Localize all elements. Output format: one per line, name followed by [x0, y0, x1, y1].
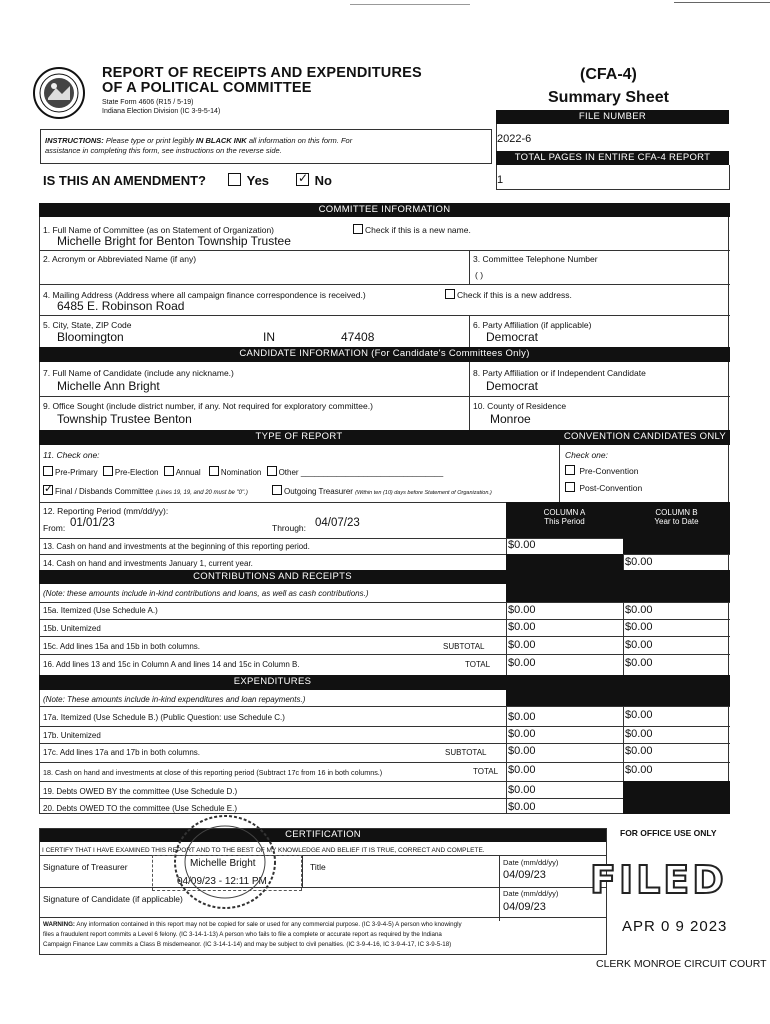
treasurer-signature: Michelle Bright	[190, 858, 256, 869]
city-value: Bloomington	[57, 330, 124, 344]
treasurer-date: 04/09/23	[503, 869, 546, 881]
expenditures-bar: EXPENDITURES	[39, 675, 506, 690]
party-affiliation-label: 6. Party Affiliation (if applicable)	[473, 320, 592, 330]
option-pre-primary[interactable]: Pre-Primary	[43, 468, 98, 477]
column-b-title: COLUMN B Year to Date	[654, 508, 699, 526]
office-sought-value: Township Trustee Benton	[57, 412, 192, 426]
file-number-value: 2022-6	[497, 133, 532, 145]
new-name-check[interactable]: Check if this is a new name.	[353, 224, 471, 235]
amendment-no[interactable]: ✓ No	[296, 173, 332, 188]
state-value: IN	[263, 330, 275, 344]
report-options	[43, 466, 443, 477]
line-13-label: 13. Cash on hand and investments at the beginning of this reporting period.	[43, 542, 310, 551]
file-number-bar: FILE NUMBER	[496, 110, 729, 124]
line-18-col-b: $0.00	[625, 764, 653, 776]
form-number: State Form 4606 (R15 / 5-19)	[102, 99, 194, 106]
line-17c-subtotal: SUBTOTAL	[445, 748, 487, 757]
treasurer-signature-label: Signature of Treasurer	[43, 862, 128, 872]
title-label: Title	[310, 862, 326, 872]
through-value: 04/07/23	[315, 517, 360, 529]
treasurer-timestamp: 04/09/23 - 12:11 PM	[177, 876, 267, 887]
telephone-value: ( )	[475, 270, 484, 280]
office-use-label: FOR OFFICE USE ONLY	[620, 828, 717, 838]
summary-sheet-title: Summary Sheet	[548, 89, 669, 106]
line-15c-col-a: $0.00	[508, 639, 536, 651]
acronym-label: 2. Acronym or Abbreviated Name (if any)	[43, 254, 197, 264]
line-17c-col-a: $0.00	[508, 745, 536, 757]
total-pages-bar: TOTAL PAGES IN ENTIRE CFA-4 REPORT	[496, 151, 729, 165]
line-16-col-a: $0.00	[508, 657, 536, 669]
nomination-checkbox[interactable]	[209, 466, 219, 476]
new-address-check[interactable]: Check if this is a new address.	[445, 289, 572, 300]
committee-info-bar: COMMITTEE INFORMATION	[39, 203, 730, 217]
line-15a-col-a: $0.00	[508, 604, 536, 616]
candidate-name-label: 7. Full Name of Candidate (include any nickname.)	[43, 368, 234, 378]
line-15a-col-b: $0.00	[625, 604, 653, 616]
line-17c-col-b: $0.00	[625, 745, 653, 757]
from-label: From:	[43, 523, 66, 533]
line-18-col-a: $0.00	[508, 764, 536, 776]
form-code: (CFA-4)	[580, 66, 637, 83]
line-18-label: 18. Cash on hand and investments at close of this reporting period (Subtract 17c from 16 in both columns.)	[43, 768, 383, 777]
warning-text: WARNING: Any information contained in this report may not be copied for sale or used for any commercial purpose. (IC 3-9-4-5) A person who knowingly files a fraudulent report commits a Level 6 felony. (IC 3-14-1-13) A person who fails to file a complete or accurate report as required by the Indiana Campaign Finance Law commits a Class B misdemeanor. (IC 3-14-1-14) and may be subject to civil penalties. (IC 3-9-4-16, IC 3-9-4-17, IC 3-9-5-18)	[43, 921, 462, 948]
pre-primary-checkbox[interactable]	[43, 466, 53, 476]
office-sought-label: 9. Office Sought (include district number, if any. Not required for exploratory committee.)	[43, 401, 373, 411]
from-value: 01/01/23	[70, 517, 115, 529]
filed-stamp: FILED	[590, 858, 727, 902]
candidate-party-label: 8. Party Affiliation or if Independent Candidate	[473, 368, 646, 378]
option-annual[interactable]: Annual	[164, 468, 201, 477]
line-15c-col-b: $0.00	[625, 639, 653, 651]
state-seal-icon	[32, 66, 86, 120]
committee-name-label: 1. Full Name of Committee (as on Statement of Organization)	[43, 225, 275, 235]
candidate-info-bar: CANDIDATE INFORMATION (For Candidate's Committees Only)	[39, 347, 730, 362]
line-17c-label: 17c. Add lines 17a and 17b in both columns.	[43, 748, 200, 757]
line-15b-col-b: $0.00	[625, 621, 653, 633]
line-15c-label: 15c. Add lines 15a and 15b in both columns.	[43, 642, 200, 651]
line-16-total: TOTAL	[465, 660, 491, 669]
option-pre-election[interactable]: Pre-Election	[103, 468, 159, 477]
new-address-checkbox[interactable]	[445, 289, 455, 299]
line-19-col-a: $0.00	[508, 784, 536, 796]
line-15b-label: 15b. Unitemized	[43, 624, 101, 633]
line-16-label: 16. Add lines 13 and 15c in Column A and lines 14 and 15c in Column B.	[43, 660, 300, 669]
mailing-address-value: 6485 E. Robinson Road	[57, 299, 185, 313]
line-17a-label: 17a. Itemized (Use Schedule B.) (Public Question: use Schedule C.)	[43, 713, 285, 722]
county-value: Monroe	[490, 412, 531, 426]
line-19-label: 19. Debts OWED BY the committee (Use Schedule D.)	[43, 787, 238, 796]
form-division: Indiana Election Division (IC 3-9-5-14)	[102, 108, 221, 115]
line-13-col-a: $0.00	[508, 539, 536, 551]
line-17b-col-a: $0.00	[508, 728, 536, 740]
official-seal-stamp	[170, 812, 280, 912]
line-15a-label: 15a. Itemized (Use Schedule A.)	[43, 606, 158, 615]
pre-convention-checkbox[interactable]	[565, 465, 575, 475]
line-15c-subtotal: SUBTOTAL	[443, 642, 485, 651]
convention-check-one: Check one:	[565, 450, 608, 460]
contributions-bar: CONTRIBUTIONS AND RECEIPTS	[39, 570, 506, 584]
line-14-col-b: $0.00	[625, 556, 653, 568]
outgoing-treasurer-option[interactable]: Outgoing Treasurer (Within ten (10) days before Statement of Organization.)	[272, 485, 492, 497]
county-label: 10. County of Residence	[473, 401, 567, 411]
through-label: Through:	[272, 523, 307, 533]
amendment-question: IS THIS AN AMENDMENT?	[43, 173, 206, 188]
line-17a-col-a: $0.00	[508, 711, 536, 723]
telephone-label: 3. Committee Telephone Number	[473, 254, 598, 264]
line-20-label: 20. Debts OWED TO the committee (Use Schedule E.)	[43, 804, 237, 813]
amendment-yes[interactable]: Yes	[228, 173, 269, 188]
mailing-address-label: 4. Mailing Address (Address where all campaign finance correspondence is received.)	[43, 290, 366, 300]
final-disband-option[interactable]: ✓Final / Disbands Committee (Lines 19, 19, and 20 must be "0".)	[43, 485, 248, 497]
final-disband-checkbox[interactable]	[43, 485, 53, 495]
line-20-col-a: $0.00	[508, 801, 536, 813]
filed-date: APR 0 9 2023	[622, 918, 728, 935]
post-convention-checkbox[interactable]	[565, 482, 575, 492]
annual-checkbox[interactable]	[164, 466, 174, 476]
candidate-signature-label: Signature of Candidate (if applicable)	[43, 894, 183, 904]
reporting-period-label: 12. Reporting Period (mm/dd/yy):	[43, 506, 169, 516]
line-18-total: TOTAL	[473, 767, 499, 776]
option-other[interactable]: Other ________________________________	[267, 468, 444, 477]
candidate-date-label: Date (mm/dd/yy)	[503, 889, 559, 898]
treasurer-date-label: Date (mm/dd/yy)	[503, 858, 559, 867]
new-name-checkbox[interactable]	[353, 224, 363, 234]
pre-election-checkbox[interactable]	[103, 466, 113, 476]
instructions-box: INSTRUCTIONS: Please type or print legibly IN BLACK INK all information on this form. For assistance in completing this form, see instructions on the reverse side.	[40, 129, 492, 164]
amendment-yes-checkbox[interactable]	[228, 173, 241, 186]
form-title: REPORT OF RECEIPTS AND EXPENDITURES OF A POLITICAL COMMITTEE	[102, 65, 422, 96]
column-a-title: COLUMN A This Period	[543, 508, 586, 526]
zip-value: 47408	[341, 330, 375, 344]
party-affiliation-value: Democrat	[486, 330, 539, 344]
expenditures-note: (Note: These amounts include in-kind expenditures and loan repayments.)	[43, 695, 306, 704]
candidate-name-value: Michelle Ann Bright	[57, 379, 160, 393]
clerk-label: CLERK MONROE CIRCUIT COURT	[596, 958, 767, 970]
city-state-zip-label: 5. City, State, ZIP Code	[43, 320, 132, 330]
candidate-date: 04/09/23	[503, 901, 546, 913]
other-checkbox[interactable]	[267, 466, 277, 476]
type-of-report-bar: TYPE OF REPORT	[39, 430, 559, 445]
post-convention-option[interactable]: Post-Convention	[565, 482, 642, 493]
line-16-col-b: $0.00	[625, 657, 653, 669]
line-17b-col-b: $0.00	[625, 728, 653, 740]
option-nomination[interactable]: Nomination	[209, 468, 261, 477]
line-17a-col-b: $0.00	[625, 709, 653, 721]
outgoing-treasurer-checkbox[interactable]	[272, 485, 282, 495]
amendment-no-checkbox[interactable]	[296, 173, 309, 186]
committee-name-value: Michelle Bright for Benton Township Trustee	[57, 234, 291, 248]
line-15b-col-a: $0.00	[508, 621, 536, 633]
contributions-note: (Note: these amounts include in-kind contributions and loans, as well as cash contributions.)	[43, 589, 369, 598]
check-one-label: 11. Check one:	[43, 450, 100, 460]
line-17b-label: 17b. Unitemized	[43, 731, 101, 740]
certification-bar: CERTIFICATION	[39, 828, 607, 842]
line-14-label: 14. Cash on hand and investments January 1, current year.	[43, 559, 253, 568]
certification-statement: I CERTIFY THAT I HAVE EXAMINED THIS REPORT AND TO THE BEST OF MY KNOWLEDGE AND BELIEF IT IS TRUE, CORRECT AND COMPLETE.	[42, 847, 485, 854]
pre-convention-option[interactable]: Pre-Convention	[565, 465, 638, 476]
convention-bar: CONVENTION CANDIDATES ONLY	[559, 430, 730, 445]
candidate-party-value: Democrat	[486, 379, 539, 393]
total-pages-value: 1	[497, 174, 504, 186]
